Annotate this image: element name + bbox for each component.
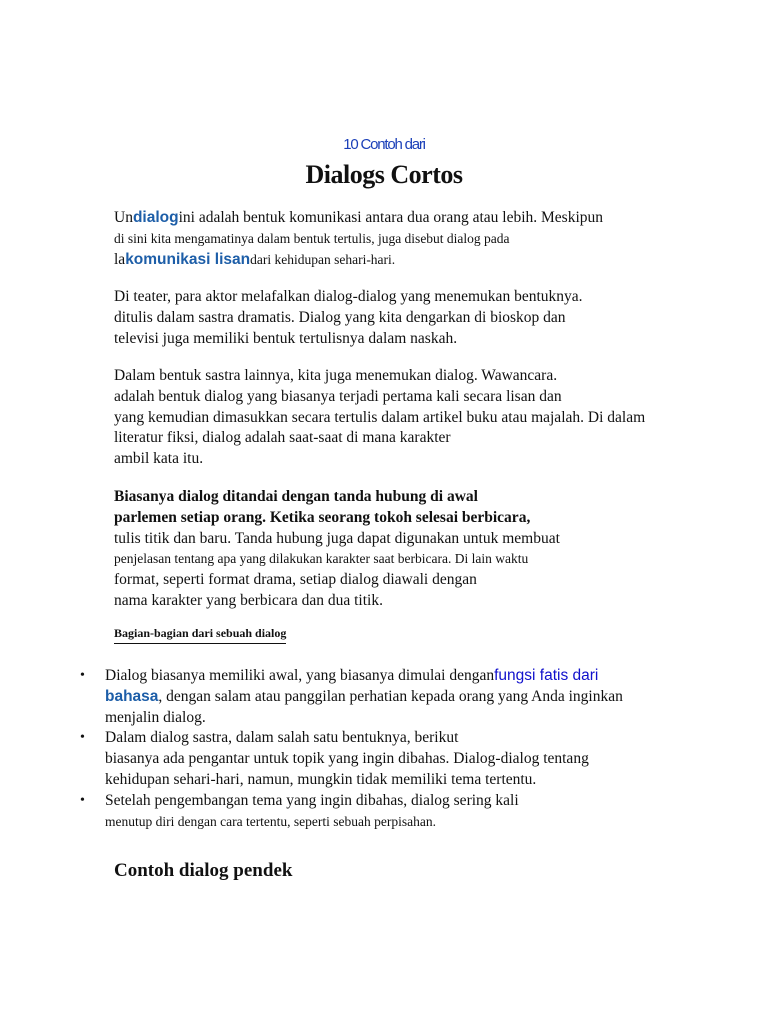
text-line xyxy=(114,208,684,229)
text-segment: Dialog biasanya memiliki awal, yang biasanya dimulai dengan xyxy=(105,667,495,684)
text-line: Biasanya dialog ditandai dengan tanda hubung di awal xyxy=(114,488,478,505)
parts-list xyxy=(80,666,680,832)
text-segment: Un xyxy=(114,209,133,226)
bahasa-link[interactable]: bahasa xyxy=(105,687,159,705)
text-line: Dalam dialog sastra, dalam salah satu bentuknya, berikut xyxy=(105,729,459,747)
komunikasi-lisan-link[interactable]: komunikasi lisan xyxy=(125,250,251,268)
text-line: di sini kita mengamatinya dalam bentuk tertulis, juga disebut dialog pada xyxy=(114,230,510,246)
text-line: ditulis dalam sastra dramatis. Dialog yang kita dengarkan di bioskop dan xyxy=(114,308,566,326)
text-line: biasanya ada pengantar untuk topik yang ingin dibahas. Dialog-dialog tentang xyxy=(105,750,589,768)
text-line: Setelah pengembangan tema yang ingin dibahas, dialog sering kali xyxy=(105,791,519,809)
text-line: parlemen setiap orang. Ketika seorang tokoh selesai berbicara, xyxy=(114,508,531,526)
fungsi-fatis-link[interactable]: fungsi fatis dari xyxy=(494,667,599,684)
text-line xyxy=(114,250,684,271)
page-title: Dialogs Cortos xyxy=(305,160,463,189)
text-line: menutup diri dengan cara tertentu, seperti sebuah perpisahan. xyxy=(105,813,437,829)
supertitle: 10 Contoh dari xyxy=(343,136,425,153)
text-line: Dalam bentuk sastra lainnya, kita juga menemukan dialog. Wawancara. xyxy=(114,367,558,384)
list-item xyxy=(80,666,680,728)
paragraph-dashes xyxy=(114,487,684,612)
section-heading: Contoh dialog pendek xyxy=(114,860,293,881)
text-line: Di teater, para aktor melafalkan dialog-dialog yang menemukan bentuknya. xyxy=(114,288,583,305)
text-line: ambil kata itu. xyxy=(114,450,204,468)
text-line: kehidupan sehari-hari, namun, mungkin tidak memiliki tema tertentu. xyxy=(105,770,537,788)
bullet-icon: • xyxy=(80,668,85,683)
text-line xyxy=(105,666,680,687)
text-segment: dari kehidupan sehari-hari. xyxy=(250,251,396,267)
text-segment: , dengan salam atau panggilan perhatian kepada orang yang Anda inginkan xyxy=(158,687,623,705)
text-line: literatur fiksi, dialog adalah saat-saat di mana karakter xyxy=(114,429,451,447)
bullet-icon: • xyxy=(80,730,85,746)
paragraph-intro xyxy=(114,208,684,270)
text-line: penjelasan tentang apa yang dilakukan karakter saat berbicara. Di lain waktu xyxy=(114,551,529,567)
paragraph-literature xyxy=(114,366,684,470)
bullet-icon: • xyxy=(80,792,85,808)
text-line: tulis titik dan baru. Tanda hubung juga dapat digunakan untuk membuat xyxy=(114,529,560,547)
dialog-link[interactable]: dialog xyxy=(132,209,179,226)
paragraph-theater xyxy=(114,287,684,349)
section-caption: Bagian-bagian dari sebuah dialog xyxy=(114,626,286,644)
text-segment: la xyxy=(114,250,126,268)
text-line xyxy=(105,687,680,708)
text-line: menjalin dialog. xyxy=(105,708,206,726)
text-line: televisi juga memiliki bentuk tertulisnya dalam naskah. xyxy=(114,329,458,347)
text-line: nama karakter yang berbicara dan dua titik. xyxy=(114,591,383,609)
list-item xyxy=(80,791,680,833)
text-line: yang kemudian dimasukkan secara tertulis dalam artikel buku atau majalah. Di dalam xyxy=(114,408,646,426)
list-item xyxy=(80,728,680,790)
text-line: adalah bentuk dialog yang biasanya terjadi pertama kali secara lisan dan xyxy=(114,387,562,405)
text-segment: ini adalah bentuk komunikasi antara dua orang atau lebih. Meskipun xyxy=(178,209,604,226)
text-line: format, seperti format drama, setiap dialog diawali dengan xyxy=(114,571,477,589)
